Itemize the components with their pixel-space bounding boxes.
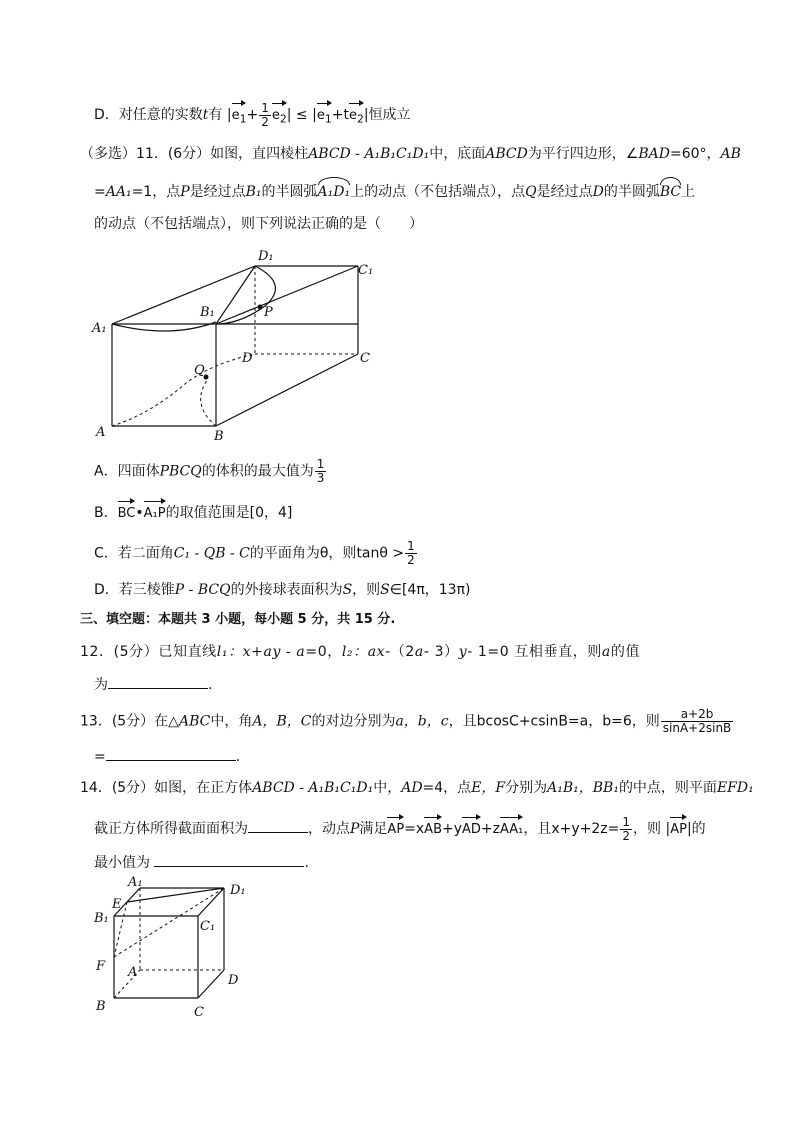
label-a: A <box>96 425 106 440</box>
label-c: C <box>194 1005 204 1020</box>
q14-min-blank[interactable] <box>154 852 304 867</box>
label-a1: A₁ <box>128 875 143 890</box>
q14-line3: 最小值为 . <box>94 852 309 873</box>
q12-line1: 12．(5分）已知直线l₁：x+ay - a=0，l₂：ax-（2a- 3）y- 1=0 互相垂直，则a的值 <box>80 644 641 660</box>
label-c1: C₁ <box>358 263 374 278</box>
label-a1: A₁ <box>92 321 107 336</box>
q14-line1: 14．(5分）如图，在正方体ABCD - A₁B₁C₁D₁中，AD=4，点E，F分别为A₁B₁，BB₁的中点，则平面EFD₁ <box>80 780 754 796</box>
label-b1: B₁ <box>200 305 215 320</box>
label-f: F <box>96 959 106 974</box>
label-d1: D₁ <box>258 249 274 264</box>
vector-e1b: $e_1$ <box>317 100 332 130</box>
label-c1: C₁ <box>200 919 216 934</box>
label-c: C <box>360 351 370 366</box>
q11-stem-line3: 的动点（不包括端点），则下列说法正确的是（ ） <box>94 216 423 232</box>
label-d: D <box>242 351 253 366</box>
q11-prism-figure <box>90 244 390 444</box>
label-b: B <box>214 429 224 444</box>
label-e: E <box>112 897 122 912</box>
section-3-heading: 三、填空题：本题共 3 小题，每小题 5 分，共 15 分. <box>80 612 396 627</box>
q11-option-b: B．BC•A₁P的取值范围是[0，4] <box>94 498 292 524</box>
label-b: B <box>96 999 106 1014</box>
label-a: A <box>128 965 138 980</box>
q10-option-d: D．对任意的实数t有 $|e_1+$ $\frac{1}{2}$ $e_2| \le |e_1+te_2|$恒成立 <box>94 100 411 129</box>
label-d: D <box>228 973 239 988</box>
vector-e1: $e_1$ <box>232 100 247 130</box>
q11-option-d: D．若三棱锥P - BCQ的外接球表面积为S，则S∈[4π，13π) <box>94 582 471 598</box>
q11-stem-line2: =AA₁=1，点P是经过点B₁的半圆弧A₁D₁上的动点（不包括端点），点Q是经过点D的半圆弧BC上 <box>94 176 695 202</box>
q11-option-a: A．四面体PBCQ的体积的最大值为 $\frac{1}{3}$ <box>94 457 325 485</box>
label-b1: B₁ <box>94 911 109 926</box>
arc-a1d1: A₁D₁ <box>318 176 351 202</box>
arc-bc: BC <box>660 176 681 202</box>
q13-line1: 13．(5分）在△ABC中，角A，B，C的对边分别为a，b，c，且bcosC+csinB=a，b=6，则 $\frac{a+2b}{\sin A+2\sin B}$ <box>80 707 732 735</box>
fraction-half: $\frac{1}{2}$ <box>261 100 269 129</box>
q12-answer-blank[interactable] <box>108 674 208 689</box>
q14-cube-figure <box>90 874 260 1024</box>
q13-line2: = . <box>94 746 240 767</box>
q11-option-c: C．若二面角C₁ - QB - C的平面角为θ，则tanθ > $\frac{1}{2}$ <box>94 539 415 567</box>
label-p: P <box>264 305 273 320</box>
q11-stem-line1: （多选）11．(6分）如图，直四棱柱ABCD - A₁B₁C₁D₁中，底面ABCD为平行四边形，∠BAD=60°，AB <box>80 146 741 162</box>
vector-e2: $e_2$ <box>272 100 287 130</box>
label-d1: D₁ <box>230 883 246 898</box>
q14-area-blank[interactable] <box>248 818 308 833</box>
vector-e2b: $e_2$ <box>349 100 364 130</box>
q12-line2: 为 . <box>94 674 212 695</box>
label-q: Q <box>194 363 205 378</box>
q13-answer-blank[interactable] <box>106 746 236 761</box>
q14-line2: 截正方体所得截面面积为 ，动点P满足AP=xAB+yAD+zAA₁，且x+y+2z= $\frac{1}{2}$ ，则 |AP|的 <box>94 814 706 843</box>
